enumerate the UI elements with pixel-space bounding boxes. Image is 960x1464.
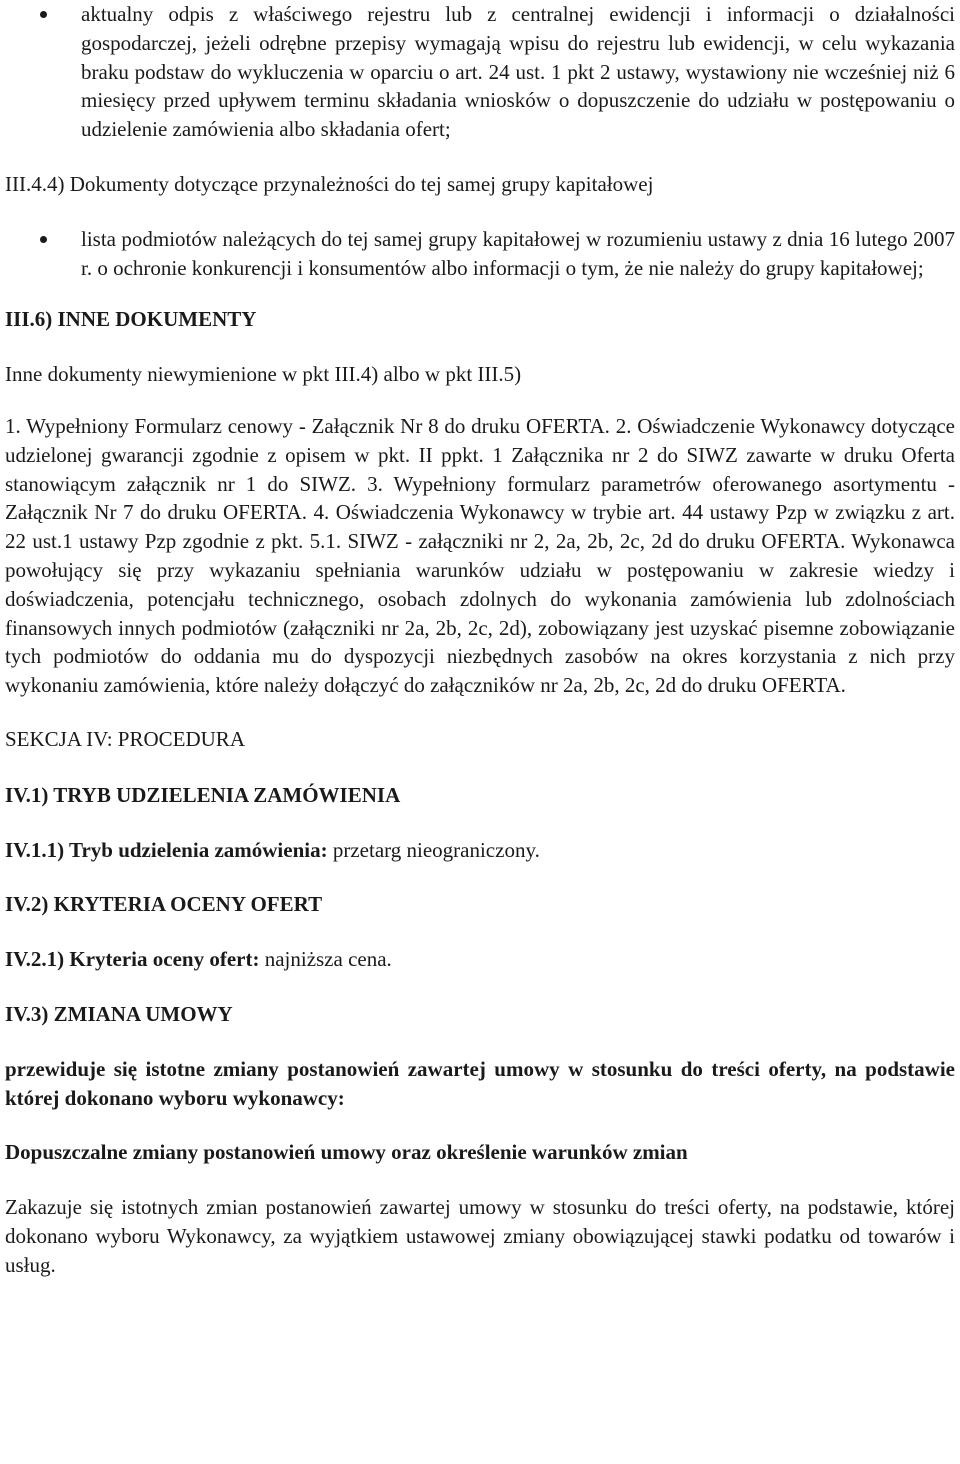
bullet-icon [40,236,47,243]
section-heading-sekcja-iv: SEKCJA IV: PROCEDURA [5,726,245,751]
inne-dokumenty-body: 1. Wypełniony Formularz cenowy - Załącznik Nr 8 do druku OFERTA. 2. Oświadczenie Wykonawcy dotyczące udzielonej gwarancji zgodnie z opisem w pkt. II ppkt. 1 Załącznika nr 2 do SIWZ zawarte w druku Oferta stanowiącym załącznik nr 1 do SIWZ. 3. Wypełniony formularz parametrów oferowanego asortymentu - Załącznik Nr 7 do druku OFERTA. 4. Oświadczenia Wykonawcy w trybie art. 44 ustawy Pzp w związku z art. 22 ust.1 ustawy Pzp zgodnie z pkt. 5.1. SIWZ - załączniki nr 2, 2a, 2b, 2c, 2d do druku OFERTA. Wykonawca powołujący się przy wykazaniu spełniania warunków udziału w postępowaniu w zakresie wiedzy i doświadczenia, potencjału technicznego, osobach zdolnych do wykonania zamówienia lub zdolnościach finansowych innych podmiotów (załączniki nr 2a, 2b, 2c, 2d), zobowiązany jest uzyskać pisemne zobowiązanie tych podmiotów do oddania mu do dyspozycji niezbędnych zasobów na okres korzystania z nich przy wykonaniu zamówienia, które należy dołączyć do załączników nr 2a, 2b, 2c, 2d do druku OFERTA. [5,413,955,698]
section-heading-iv-3: IV.3) ZMIANA UMOWY [5,1001,233,1026]
iv-2-1-value: najniższa cena. [259,947,392,972]
iv-3-subheading: Dopuszczalne zmiany postanowień umowy oraz określenie warunków zmian [5,1140,688,1165]
iv-2-1-label: IV.2.1) Kryteria oceny ofert: [5,947,260,972]
bullet-text: aktualny odpis z właściwego rejestru lub z centralnej ewidencji i informacji o działalności gospodarczej, jeżeli odrębne przepisy wymagają wpisu do rejestru lub ewidencji, w celu wykazania braku podstaw do wykluczenia w oparciu o art. 24 ust. 1 pkt 2 ustawy, wystawiony nie wcześniej niż 6 miesięcy przed upływem terminu składania wniosków o dopuszczenie do udziału w postępowaniu o udzielenie zamówienia albo składania ofert; [81,2,955,142]
iv-3-body: Zakazuje się istotnych zmian postanowień zawartej umowy w stosunku do treści oferty, na podstawie, której dokonano wyboru Wykonawcy, za wyjątkiem ustawowej zmiany obowiązującej stawki podatku od towarów i usług. [5,1195,955,1277]
bullet-text: lista podmiotów należących do tej samej grupy kapitałowej w rozumieniu ustawy z dnia 16 lutego 2007 r. o ochronie konkurencji i konsumentów albo informacji o tym, że nie należy do grupy kapitałowej; [81,226,955,280]
iv-1-1-label: IV.1.1) Tryb udzielenia zamówienia: [5,837,328,862]
section-heading-iii-4-4: III.4.4) Dokumenty dotyczące przynależności do tej samej grupy kapitałowej [5,171,654,196]
section-heading-iv-1: IV.1) TRYB UDZIELENIA ZAMÓWIENIA [5,782,401,807]
section-heading-iv-2: IV.2) KRYTERIA OCENY OFERT [5,892,323,917]
iv-1-1-line [5,836,955,865]
document-page [5,0,955,1280]
list-item-lista-podmiotow [5,225,955,283]
bullet-icon [40,11,47,18]
iv-2-1-line [5,945,955,974]
section-heading-iii-6: III.6) INNE DOKUMENTY [5,307,257,332]
iv-1-1-value: przetarg nieograniczony. [327,837,540,862]
iv-3-statement: przewiduje się istotne zmiany postanowień zawartej umowy w stosunku do treści oferty, na podstawie której dokonano wyboru wykonawcy: [5,1056,955,1110]
list-item-odpis [5,0,955,144]
inne-dokumenty-intro: Inne dokumenty niewymienione w pkt III.4) albo w pkt III.5) [5,362,522,387]
